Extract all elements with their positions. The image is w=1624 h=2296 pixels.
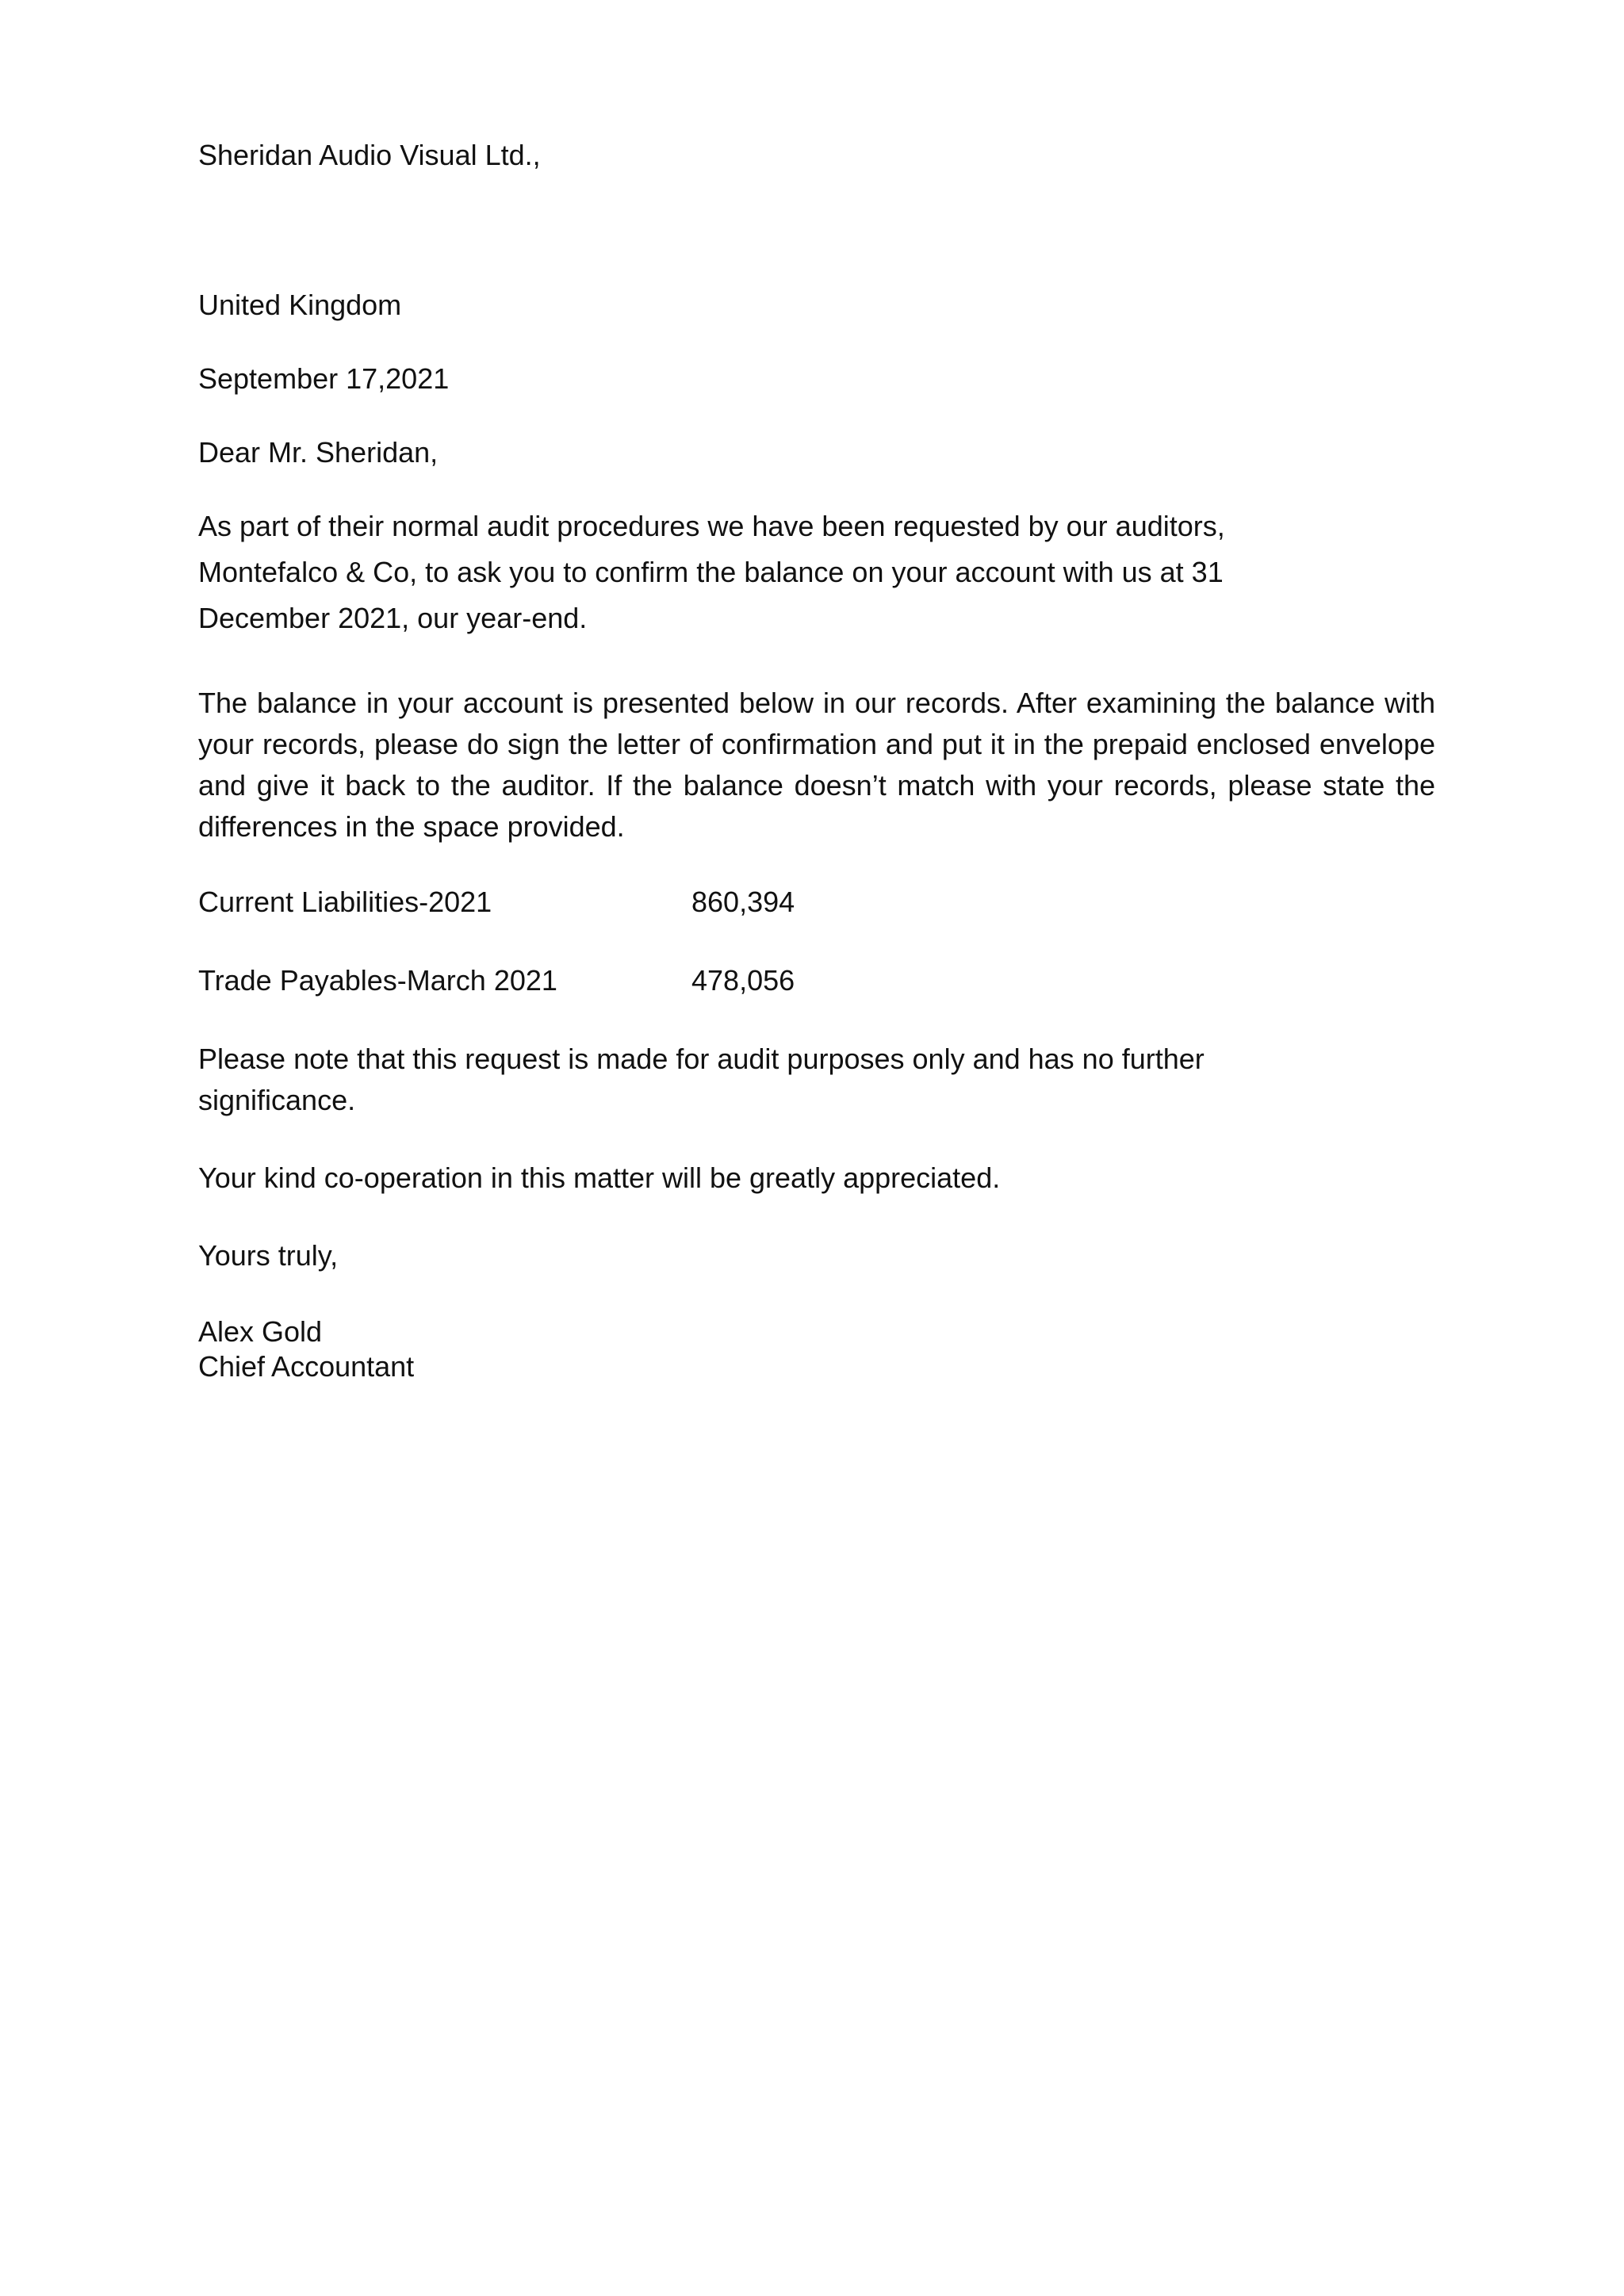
paragraph-audit-purpose-note — [198, 1039, 1435, 1121]
paragraph-line: As part of their normal audit procedures we have been requested by our auditors, — [198, 510, 1225, 542]
letter-date: September 17,2021 — [198, 362, 450, 395]
balance-value-current-liabilities: 860,394 — [691, 886, 795, 918]
balance-value-trade-payables: 478,056 — [691, 964, 795, 997]
closing: Yours truly, — [198, 1239, 339, 1272]
signer-name: Alex Gold — [198, 1315, 323, 1348]
paragraph-line: Montefalco & Co, to ask you to confirm the balance on your account with us at 31 — [198, 556, 1224, 588]
signer-title: Chief Accountant — [198, 1350, 415, 1383]
recipient-company: Sheridan Audio Visual Ltd., — [198, 139, 541, 171]
balance-label-current-liabilities: Current Liabilities-2021 — [198, 886, 492, 918]
paragraph-audit-request — [198, 506, 1435, 639]
paragraph-balance-instructions: The balance in your account is presented below in our records. After examining the balance with your records, please do sign the letter of confirmation and put it in the prepaid enclosed envelope and give it back to the auditor. If the balance doesn’t match with your records, please state the differences in the space provided. — [198, 687, 1435, 843]
paragraph-line: December 2021, our year-end. — [198, 602, 588, 634]
paragraph-line: Please note that this request is made for audit purposes only and has no further — [198, 1043, 1205, 1075]
recipient-country: United Kingdom — [198, 289, 402, 321]
salutation: Dear Mr. Sheridan, — [198, 436, 439, 469]
balance-label-trade-payables: Trade Payables-March 2021 — [198, 964, 557, 997]
paragraph-line: significance. — [198, 1084, 356, 1116]
paragraph-cooperation: Your kind co-operation in this matter will be greatly appreciated. — [198, 1161, 1001, 1194]
